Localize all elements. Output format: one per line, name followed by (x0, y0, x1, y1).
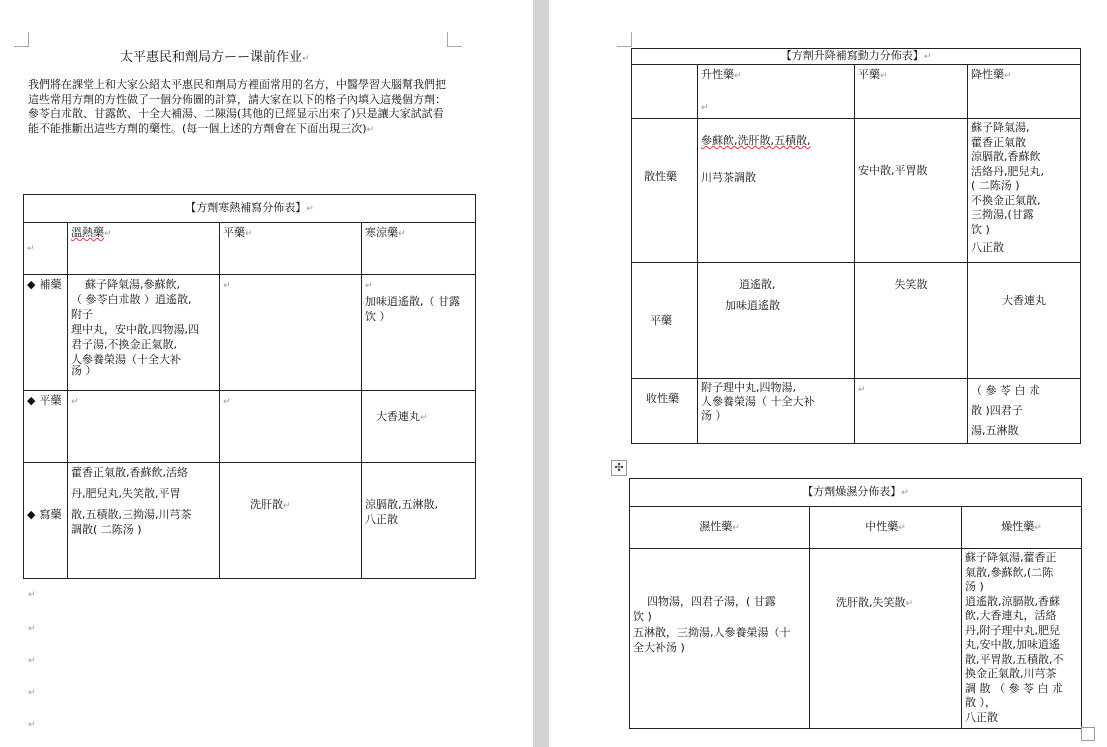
document-title[interactable]: 太平惠民和劑局方ーー课前作业↵ (120, 50, 310, 65)
page-left (0, 0, 533, 747)
column-header-dry[interactable]: 燥性藥↵ (962, 507, 1082, 549)
diamond-bullet-icon: ◆ (27, 278, 36, 291)
table-cell[interactable]: ↵ (68, 391, 220, 463)
dry-wet-table[interactable] (629, 478, 1082, 729)
row-label-astringe[interactable]: 收性藥 (632, 379, 698, 444)
row-label-neutral[interactable]: ◆ 平藥 (24, 391, 68, 463)
table-cell[interactable]: ↵ 加味逍遙散,（ 甘露 饮 ） (362, 275, 476, 391)
row-label-disperse[interactable]: 散性藥 (632, 119, 698, 263)
paragraph-mark-icon: ↵ (302, 54, 310, 64)
table-cell[interactable]: 逍遙散, 加味逍遙散 (698, 263, 855, 379)
crop-mark-icon (447, 32, 462, 47)
crop-mark-icon (617, 32, 632, 47)
table-cell[interactable]: 蘇子降氣湯,藿香正 氣散,參蘇飲,(二陈 汤 ) 逍遙散,涼膈散,香蘇 飲,大香連丸，活絡 丹,附子理中丸,肥兒 丸,安中散,加味逍遙 散,平胃散,五積散,不 換金正氣散,川芎茶 調 散 （ 參 苓 白 朮 散 ）， 八正散 (962, 549, 1082, 729)
table-cell[interactable]: 洗肝散↵ (220, 463, 362, 579)
page-gutter (533, 0, 549, 747)
table-cell[interactable]: 涼膈散,五淋散, 八正散 (362, 463, 476, 579)
table-cell[interactable]: 四物湯，四君子湯，( 甘露 饮 ) 五淋散，三拗湯,人參養榮湯（十 全大补汤 ) (630, 549, 810, 729)
table-cell[interactable]: 蘇子降氣湯, 藿香正氣散 涼膈散,香蘇飲 活絡丹,肥兒丸, ( 二陈汤 ) 不換金正氣散, 三拗湯,(甘露 饮 ) 八正散 (968, 119, 1081, 263)
table-cell[interactable]: 大香連丸↵ (362, 391, 476, 463)
row-label-purge[interactable]: ◆ 寫藥 (24, 463, 68, 579)
paragraph-mark-icon: ↵ (28, 590, 36, 600)
table-title: 【方劑升降補寫動力分佈表】↵ (632, 49, 1081, 65)
cold-hot-table[interactable] (23, 194, 476, 579)
move-icon[interactable]: ✣ (611, 460, 627, 476)
paragraph-mark-icon: ↵ (366, 124, 375, 135)
row-label-tonify[interactable]: ◆ 補藥 (24, 275, 68, 391)
paragraph-mark-icon: ↵ (28, 720, 36, 730)
diamond-bullet-icon: ◆ (27, 394, 36, 407)
column-header-descend[interactable]: 降性藥↵ (968, 65, 1081, 119)
table-cell[interactable]: ↵ (220, 275, 362, 391)
table-cell[interactable]: 藿香正氣散,香蘇飲,活絡 丹,肥兒丸,失笑散,平胃 散,五積散,三拗湯,川芎茶 調散( 二陈汤 ) (68, 463, 220, 579)
table-cell[interactable] (632, 65, 698, 119)
crop-mark-icon (14, 32, 29, 47)
paragraph-mark-icon: ↵ (28, 624, 36, 634)
row-label-neutral[interactable]: 平藥 (632, 263, 698, 379)
column-header-neutral[interactable]: 平藥↵ (855, 65, 968, 119)
column-header-neutral[interactable]: 平藥↵ (220, 223, 362, 275)
table-cell[interactable]: ↵ (855, 379, 968, 444)
diamond-bullet-icon: ◆ (27, 508, 36, 521)
table-title: 【方劑寒熱補寫分佈表】↵ (24, 195, 476, 223)
table-cell[interactable]: 大香連丸 (968, 263, 1081, 379)
column-header-neutral[interactable]: 中性藥↵ (810, 507, 962, 549)
page-right (549, 0, 1107, 747)
intro-paragraph[interactable]: 我們將在課堂上和大家公紹太平惠民和劑局方裡面常用的名方，中醫學習大腦幫我們把這些常用方劑的方性做了一個分佈圖的計算，請大家在以下的格子內填入這幾個方劑：參苓白朮散、甘露飲、十全大補湯、二陳湯(其他的已經显示出來了)只是讓大家試試看能不能推斷出這些方劑的藥性。(每一個上述的方劑會在下面出現三次)↵ (28, 78, 446, 135)
table-cell[interactable]: ↵ (220, 391, 362, 463)
column-header-cold[interactable]: 寒涼藥↵ (362, 223, 476, 275)
table-title: 【方劑燥濕分佈表】↵ (630, 479, 1082, 507)
resize-handle-icon[interactable] (1081, 727, 1095, 741)
table-cell[interactable]: 參蘇飲,洗肝散,五積散, 川芎茶調散 (698, 119, 855, 263)
table-cell[interactable]: ↵ (24, 223, 68, 275)
ascend-descend-table[interactable] (631, 48, 1081, 444)
table-cell[interactable]: （ 參 苓 白 朮 散 )四君子 湯,五淋散 (968, 379, 1081, 444)
paragraph-mark-icon: ↵ (28, 656, 36, 666)
column-header-ascend[interactable]: 升性藥↵ ↵ (698, 65, 855, 119)
column-header-wet[interactable]: 濕性藥↵ (630, 507, 810, 549)
table-cell[interactable]: 洗肝散,失笑散↵ (810, 549, 962, 729)
table-cell[interactable]: 附子理中丸,四物湯, 人參養榮湯（ 十全大补 汤 ） (698, 379, 855, 444)
table-cell[interactable]: 蘇子降氣湯,參蘇飲, （ 參苓白朮散 ）逍遙散, 附子 理中丸，安中散,四物湯,四 君子湯,不換金正氣散, 人參養榮湯（十全大补 汤 ） (68, 275, 220, 391)
column-header-warm[interactable]: 溫熱藥↵ (68, 223, 220, 275)
table-cell[interactable]: 安中散,平胃散 (855, 119, 968, 263)
table-cell[interactable]: 失笑散 (855, 263, 968, 379)
paragraph-mark-icon: ↵ (28, 688, 36, 698)
